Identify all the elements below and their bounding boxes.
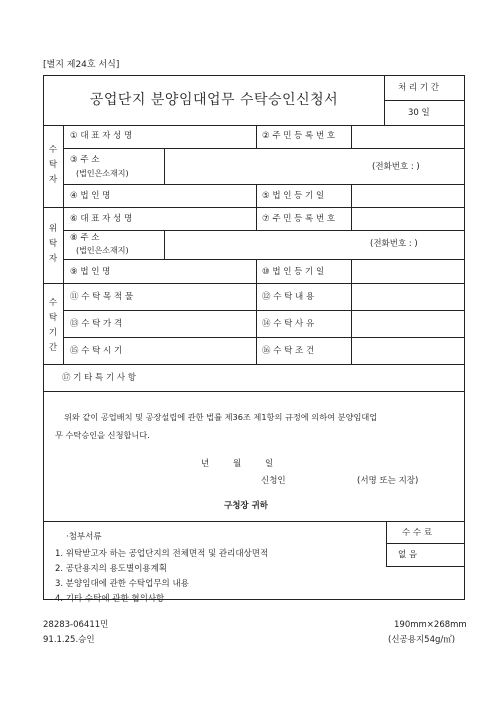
attachment-item-4: 4. 기타 수탁에 관한 협의사항 (55, 594, 165, 604)
field-rep-name-label-2: ⑥ 대 표 자 성 명 (70, 214, 133, 224)
field-phone-label: (전화번호 : ) (372, 162, 420, 172)
section-trustor: 위 탁 자 (48, 224, 58, 264)
date-year: 년 (201, 459, 210, 469)
field-phone-label-2: (전화번호 : ) (370, 239, 418, 249)
section-period: 수 탁 기 간 (48, 298, 58, 353)
fee-value: 없 음 (398, 550, 418, 560)
field-corp-reg-date-label: ⑤ 법 인 등 기 일 (262, 191, 325, 201)
field-corp-name-label-2: ⑨ 법 인 명 (70, 267, 111, 277)
field-corp-name-label: ④ 법 인 명 (70, 191, 111, 201)
attachment-item-3: 3. 분양임대에 관한 수탁업무의 내용 (55, 579, 189, 589)
attachment-item-2: 2. 공단용지의 용도별이용계획 (55, 564, 168, 574)
addressee: 구청장 귀하 (224, 501, 269, 511)
field-resident-no-label-2: ⑦ 주 민 등 록 번 호 (262, 214, 336, 224)
section-trustee: 수 탁 자 (48, 145, 58, 185)
processing-period-header: 처 리 기 간 (398, 83, 439, 93)
footer-form-number: 28283-06411민 (43, 620, 109, 630)
field-trust-object-label: ⑪ 수 탁 목 적 물 (70, 292, 134, 302)
applicant-sign: (서명 또는 지장) (357, 476, 419, 486)
attachment-item-1: 1. 위탁받고자 하는 공업단지의 전체면적 및 관리대상면적 (55, 549, 269, 559)
footer-approval: 91.1.25.승인 (43, 635, 95, 645)
field-address-sub: (법인은소재지) (76, 169, 129, 178)
field-other-notes-label: ⑰ 기 타 특 기 사 항 (62, 373, 136, 383)
field-trust-price-label: ⑬ 수 탁 가 격 (70, 319, 123, 329)
attachments-header: ·첨부서류 (66, 532, 102, 542)
field-resident-no-label: ② 주 민 등 록 번 호 (262, 131, 336, 141)
processing-period-value: 30 일 (408, 108, 430, 118)
field-address-label-2: ⑧ 주 소 (70, 233, 100, 243)
field-trust-terms-label: ⑯ 수 탁 조 건 (262, 346, 315, 356)
field-address-sub-2: (법인은소재지) (76, 246, 129, 255)
fee-header: 수 수 료 (402, 528, 433, 538)
field-address-label: ③ 주 소 (70, 155, 100, 165)
date-month: 월 (233, 459, 242, 469)
form-title: 공업단지 분양임대업무 수탁승인신청서 (89, 92, 339, 108)
applicant-label: 신청인 (261, 476, 286, 486)
date-day: 일 (265, 459, 274, 469)
footer-size: 190mm×268mm (394, 620, 467, 630)
field-trust-time-label: ⑮ 수 탁 시 기 (70, 346, 123, 356)
field-rep-name-label: ① 대 표 자 성 명 (70, 131, 133, 141)
field-trust-reason-label: ⑭ 수 탁 사 유 (262, 319, 315, 329)
statement-line-2: 무 수탁승인을 신청합니다. (55, 430, 150, 440)
form-label: [별지 제24호 서식] (43, 60, 120, 70)
field-trust-content-label: ⑫ 수 탁 내 용 (262, 292, 315, 302)
footer-paper: (신공용지54g/㎡) (388, 635, 456, 645)
statement-line-1: 위와 같이 공업배치 및 공장설립에 관한 법률 제36조 제1항의 규정에 의하여 분양임대업 (64, 412, 378, 422)
field-corp-reg-date-label-2: ⑩ 법 인 등 기 일 (262, 267, 325, 277)
